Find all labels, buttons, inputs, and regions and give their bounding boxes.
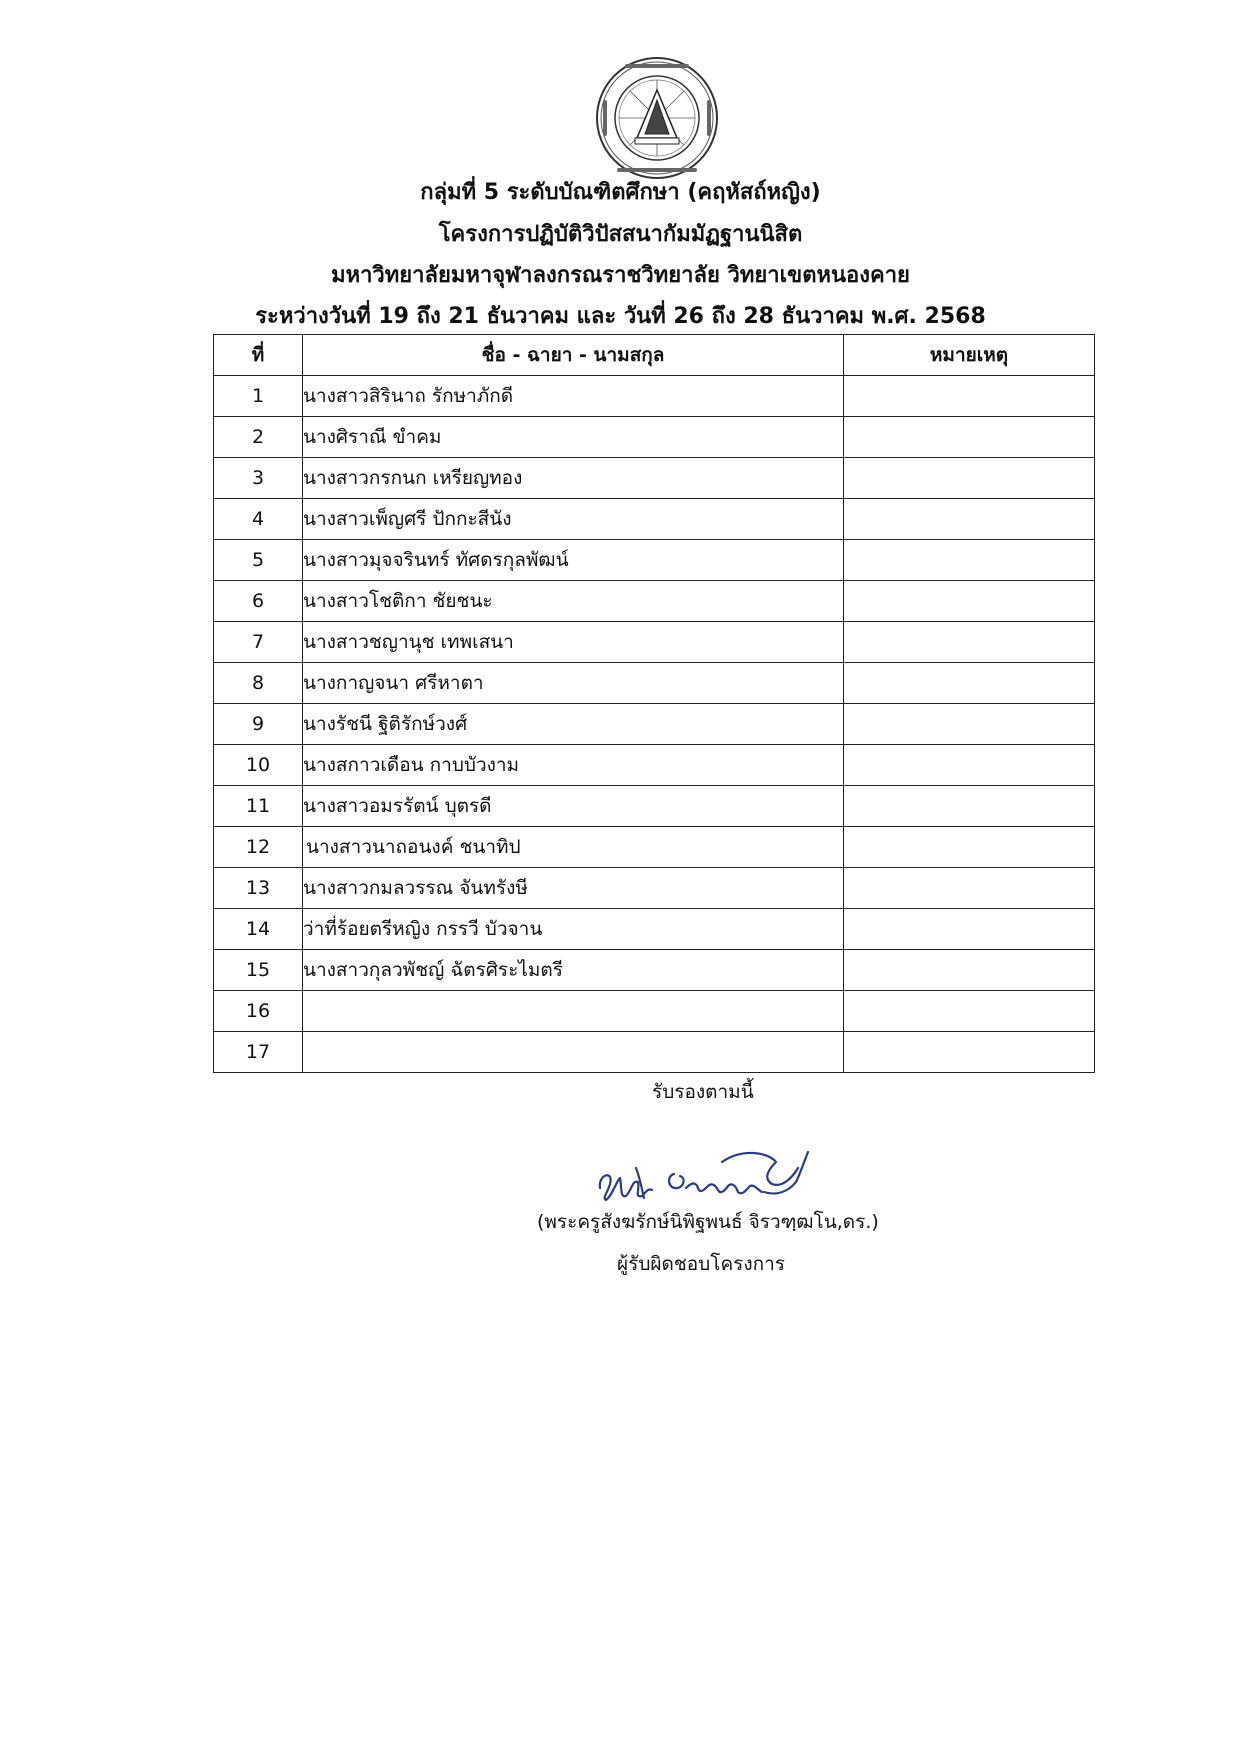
project-title: โครงการปฏิบัติวิปัสสนากัมมัฏฐานนิสิต xyxy=(438,222,803,247)
row-number: 3 xyxy=(214,458,303,499)
row-note xyxy=(844,991,1095,1032)
header-no: ที่ xyxy=(214,335,303,376)
row-note xyxy=(844,786,1095,827)
row-number: 12 xyxy=(214,827,303,868)
table-row xyxy=(214,786,1095,827)
table-row xyxy=(214,663,1095,704)
header-note: หมายเหตุ xyxy=(844,335,1095,376)
participant-name xyxy=(303,991,844,1032)
row-number: 1 xyxy=(214,376,303,417)
participant-name: นางสาวมุจจรินทร์ ทัศดรกุลพัฒน์ xyxy=(303,540,844,581)
participant-name: นางสาวสิรินาถ รักษาภักดี xyxy=(303,376,844,417)
date-range: ระหว่างวันที่ 19 ถึง 21 ธันวาคม และ วันที่ 26 ถึง 28 ธันวาคม พ.ศ. 2568 xyxy=(255,304,986,329)
row-note xyxy=(844,376,1095,417)
participant-name: นางสกาวเดือน กาบบัวงาม xyxy=(303,745,844,786)
participant-name: นางสาวเพ็ญศรี ปักกะสีนัง xyxy=(303,499,844,540)
table-row xyxy=(214,376,1095,417)
signer-role: ผู้รับผิดชอบโครงการ xyxy=(617,1253,786,1275)
group-title: กลุ่มที่ 5 ระดับบัณฑิตศึกษา (คฤหัสถ์หญิง) xyxy=(420,180,821,205)
participant-name xyxy=(303,1032,844,1073)
participant-name: นางสาวกมลวรรณ จันทรังษี xyxy=(303,868,844,909)
table-row xyxy=(214,1032,1095,1073)
row-note xyxy=(844,950,1095,991)
participant-name: นางสาวกุลวพัชญ์ ฉัตรศิระไมตรี xyxy=(303,950,844,991)
row-number: 16 xyxy=(214,991,303,1032)
table-row xyxy=(214,704,1095,745)
participant-table xyxy=(213,334,1095,1073)
participant-name: นางรัชนี ฐิติรักษ์วงศ์ xyxy=(303,704,844,745)
row-note xyxy=(844,704,1095,745)
table-row xyxy=(214,622,1095,663)
university-seal-icon xyxy=(595,56,719,180)
table-row xyxy=(214,950,1095,991)
row-note xyxy=(844,581,1095,622)
row-note xyxy=(844,745,1095,786)
table-row xyxy=(214,417,1095,458)
table-row xyxy=(214,868,1095,909)
table-row xyxy=(214,581,1095,622)
table-row xyxy=(214,909,1095,950)
row-number: 15 xyxy=(214,950,303,991)
participant-name: ว่าที่ร้อยตรีหญิง กรรวี บัวจาน xyxy=(303,909,844,950)
participant-name: นางสาวกรกนก เหรียญทอง xyxy=(303,458,844,499)
row-note xyxy=(844,417,1095,458)
participant-name: นางสาวอมรรัตน์ บุตรดี xyxy=(303,786,844,827)
row-note xyxy=(844,868,1095,909)
row-number: 2 xyxy=(214,417,303,458)
row-note xyxy=(844,458,1095,499)
row-number: 8 xyxy=(214,663,303,704)
table-row xyxy=(214,827,1095,868)
row-note xyxy=(844,827,1095,868)
table-header-row xyxy=(214,335,1095,376)
row-number: 17 xyxy=(214,1032,303,1073)
signer-name: (พระครูสังฆรักษ์นิพิฐพนธ์ จิรวฑฺฒโน,ดร.) xyxy=(537,1211,879,1233)
row-note xyxy=(844,1032,1095,1073)
row-number: 7 xyxy=(214,622,303,663)
row-note xyxy=(844,540,1095,581)
row-number: 6 xyxy=(214,581,303,622)
row-number: 4 xyxy=(214,499,303,540)
row-number: 14 xyxy=(214,909,303,950)
table-row xyxy=(214,499,1095,540)
row-note xyxy=(844,663,1095,704)
row-number: 9 xyxy=(214,704,303,745)
table-row xyxy=(214,745,1095,786)
table-row xyxy=(214,991,1095,1032)
row-note xyxy=(844,622,1095,663)
university-title: มหาวิทยาลัยมหาจุฬาลงกรณราชวิทยาลัย วิทยาเขตหนองคาย xyxy=(331,263,910,288)
header-name: ชื่อ - ฉายา - นามสกุล xyxy=(303,335,844,376)
row-number: 5 xyxy=(214,540,303,581)
certification-text: รับรองตามนี้ xyxy=(652,1081,754,1103)
participant-name: นางศิราณี ขำคม xyxy=(303,417,844,458)
participant-name: นางสาวนาถอนงค์ ชนาทิป xyxy=(303,827,844,868)
row-number: 10 xyxy=(214,745,303,786)
handwritten-signature-icon xyxy=(592,1138,812,1210)
row-note xyxy=(844,499,1095,540)
participant-name: นางสาวโชติกา ชัยชนะ xyxy=(303,581,844,622)
participant-name: นางสาวชญานุช เทพเสนา xyxy=(303,622,844,663)
row-number: 13 xyxy=(214,868,303,909)
table-row xyxy=(214,458,1095,499)
table-row xyxy=(214,540,1095,581)
row-number: 11 xyxy=(214,786,303,827)
participant-name: นางกาญจนา ศรีหาตา xyxy=(303,663,844,704)
row-note xyxy=(844,909,1095,950)
